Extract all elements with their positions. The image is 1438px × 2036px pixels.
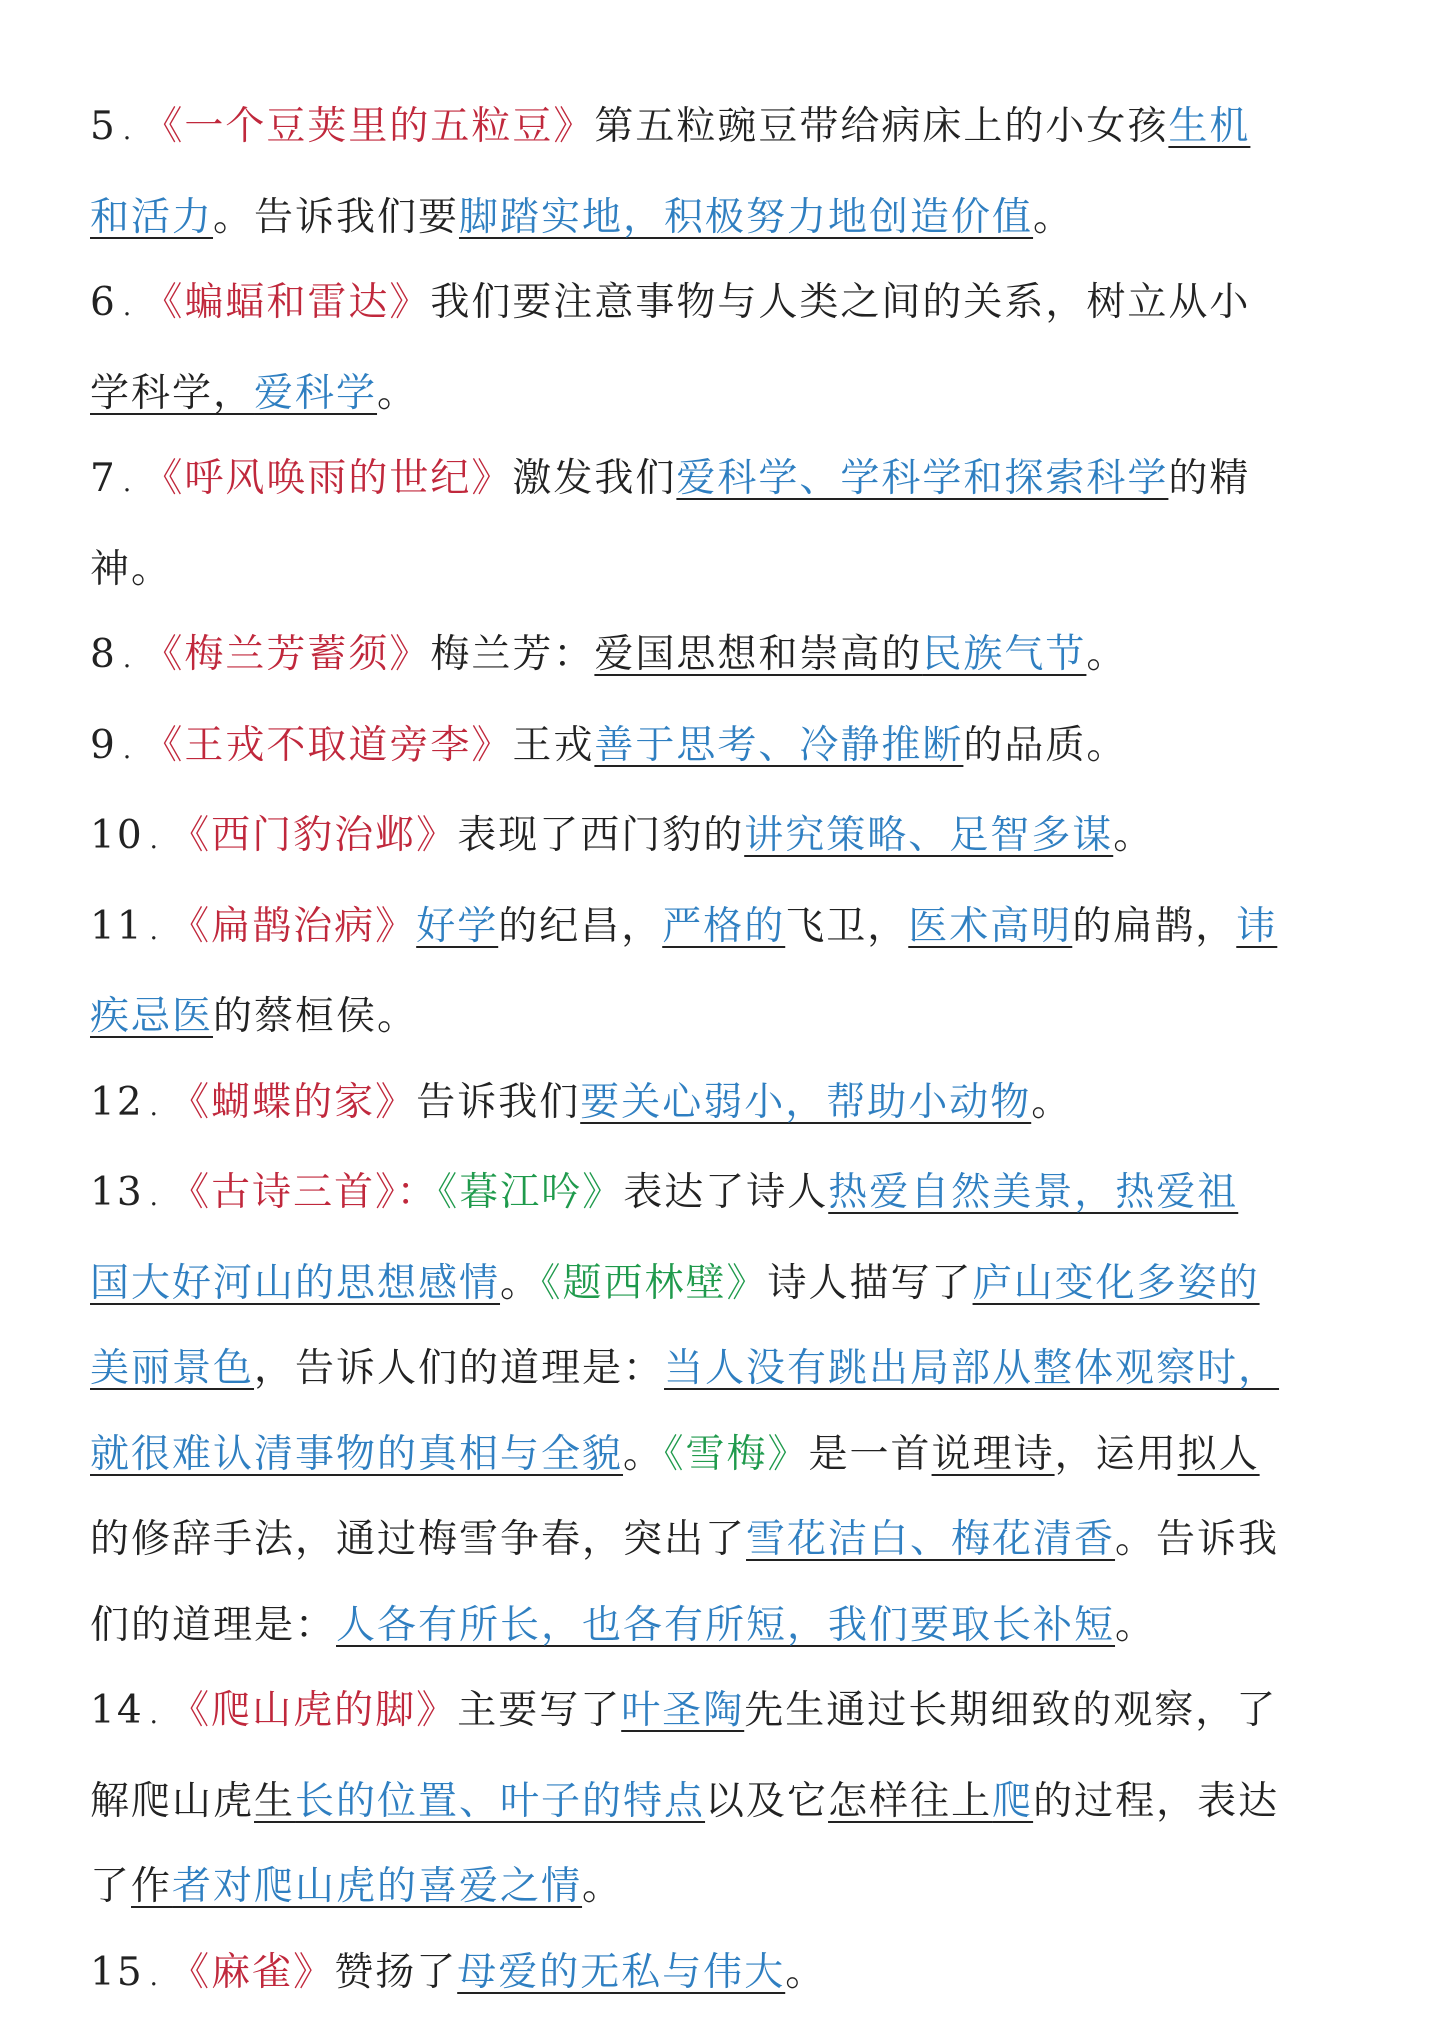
text-segment: 的修辞手法，通过梅雪争春，突出了 [90,1517,747,1562]
note-line [90,175,1358,261]
note-line [90,1844,1358,1930]
text-keypoint: 说理诗 [931,1431,1055,1477]
item-number: 9 [90,722,117,768]
note-line [90,793,1358,884]
item-number: 13 [90,1170,144,1215]
text-segment: 。 [1031,1079,1073,1125]
note-line [90,351,1358,437]
text-title: 《一个豆荚里的五粒豆》 [143,104,595,149]
note-line [90,527,1358,613]
text-keypoint: 爬 [992,1778,1034,1824]
text-segment: 诗人描写了 [767,1260,973,1306]
text-keypoint: 者对爬山虎的喜爱之情 [172,1864,583,1909]
text-segment: 解爬山虎 [90,1778,255,1824]
text-segment: 的蔡桓侯。 [213,994,419,1039]
number-dot: . [149,1091,171,1122]
text-segment: 赞扬了 [334,1949,458,1995]
text-keypoint: 爱科学、学科学和探索科学 [676,456,1169,501]
note-line [90,1326,1358,1412]
note-line [90,436,1358,527]
number-dot: . [122,644,144,674]
note-item [90,1060,1358,1151]
text-segment: 。 [1115,1602,1157,1648]
note-line [90,1497,1358,1583]
note-item [90,260,1358,436]
text-keypoint: 生 [254,1778,296,1824]
text-title: 《蝙蝠和雷达》 [143,280,431,325]
number-dot: . [149,1182,171,1212]
text-segment: 飞卫， [785,903,909,949]
note-item [90,1150,1358,1668]
text-segment: 的纪昌， [498,903,663,949]
number-dot: . [149,915,171,946]
text-segment: 。 [582,1864,624,1909]
text-segment: ，运用 [1054,1431,1178,1477]
text-title: 《古诗三首》： [170,1170,438,1215]
text-keypoint: 讲究策略、足智多谋 [744,813,1114,858]
text-segment: 。 [1086,632,1128,677]
text-segment: 王戎 [512,722,595,768]
text-segment: 。 [785,1949,827,1995]
number-dot: . [149,825,171,855]
text-title: 《雪梅》 [664,1431,809,1477]
text-segment: 。 [1113,813,1155,858]
text-segment: 梅兰芳： [430,632,595,677]
text-keypoint: 讳 [1236,903,1278,949]
text-keypoint: 爱科学 [254,370,378,416]
number-dot: . [122,116,144,146]
note-line [90,1060,1358,1151]
text-title: 《暮江吟》 [437,1170,624,1215]
text-keypoint: 当人没有跳出局部从整体观察时， [664,1346,1280,1391]
item-number: 5 [90,104,117,149]
item-number: 14 [90,1688,144,1733]
note-line [90,1412,1358,1498]
text-keypoint: 爱国思想和崇高的 [594,632,923,677]
text-keypoint: 严格的 [662,903,786,949]
note-line [90,703,1358,794]
item-number: 12 [90,1079,144,1125]
text-keypoint: 脚踏实地，积极努力地创造价值 [459,194,1034,240]
text-segment: 了 [90,1864,132,1909]
text-keypoint: 叶圣陶 [621,1688,745,1733]
note-item [90,703,1358,794]
item-number: 6 [90,280,117,325]
note-line [90,1241,1358,1327]
text-title: 《题西林壁》 [541,1260,768,1306]
text-segment: 。 [500,1260,542,1306]
text-segment: 以及它 [705,1778,829,1824]
text-segment: 的精 [1168,456,1251,501]
text-keypoint: 怎样往上 [828,1778,993,1824]
note-line [90,1930,1358,2021]
text-keypoint: 好学 [416,903,499,949]
text-keypoint: 医术高明 [908,903,1073,949]
text-segment: 第五粒豌豆带给病床上的小女孩 [594,104,1169,149]
text-segment: 。 [623,1431,665,1477]
note-item [90,884,1358,1060]
text-segment: 们的道理是： [90,1602,337,1648]
note-line [90,1759,1358,1845]
text-segment: 。 [377,370,419,416]
text-segment: 告诉我们 [416,1079,581,1125]
note-line [90,612,1358,703]
number-dot: . [149,1961,171,1992]
item-number: 11 [90,903,144,949]
text-segment: 的品质。 [963,722,1128,768]
text-segment: 表现了西门豹的 [457,813,745,858]
text-segment: 。 [1033,194,1075,240]
text-segment: 。告诉我们要 [213,194,460,240]
number-dot: . [122,734,144,765]
text-segment: 我们要注意事物与人类之间的关系，树立从小 [430,280,1251,325]
text-keypoint: 善于思考、冷静推断 [594,722,964,768]
note-line [90,974,1358,1060]
note-item [90,793,1358,884]
text-title: 《梅兰芳蓄须》 [143,632,431,677]
text-segment: 表达了诗人 [623,1170,829,1215]
note-item [90,84,1358,260]
item-number: 8 [90,632,117,677]
text-title: 《麻雀》 [170,1949,335,1995]
text-keypoint: 人各有所长，也各有所短，我们要取长补短 [336,1602,1116,1648]
text-title: 《呼风唤雨的世纪》 [143,456,513,501]
note-line [90,84,1358,175]
text-keypoint: 国大好河山的思想感情 [90,1260,501,1306]
item-number: 7 [90,456,117,501]
text-title: 《西门豹治邺》 [170,813,458,858]
text-title: 《蝴蝶的家》 [170,1079,417,1125]
text-segment: ，告诉人们的道理是： [254,1346,665,1391]
text-keypoint: 和活力 [90,194,214,240]
note-line [90,1150,1358,1241]
text-keypoint: 美丽景色 [90,1346,255,1391]
text-segment: 神。 [90,546,173,592]
text-keypoint: 要关心弱小，帮助小动物 [580,1079,1032,1125]
note-item [90,612,1358,703]
text-keypoint: 雪花洁白、梅花清香 [746,1517,1116,1562]
number-dot: . [122,292,144,322]
text-keypoint: 母爱的无私与伟大 [457,1949,786,1995]
text-keypoint: 生机 [1168,104,1251,149]
text-segment: 主要写了 [457,1688,622,1733]
note-line [90,260,1358,351]
text-keypoint: 作 [131,1864,173,1909]
note-line [90,1583,1358,1669]
text-segment: 。告诉我 [1115,1517,1280,1562]
text-segment: 先生通过长期细致的观察，了 [744,1688,1278,1733]
note-line [90,1668,1358,1759]
text-title: 《爬山虎的脚》 [170,1688,458,1733]
item-number: 10 [90,813,144,858]
note-line [90,884,1358,975]
number-dot: . [122,468,144,498]
text-segment: 的过程，表达 [1033,1778,1280,1824]
note-item [90,436,1358,612]
text-keypoint: 拟人 [1177,1431,1260,1477]
note-item [90,1930,1358,2021]
text-title: 《王戎不取道旁李》 [143,722,513,768]
text-segment: 是一首 [808,1431,932,1477]
text-keypoint: 热爱自然美景，热爱祖 [828,1170,1239,1215]
text-segment: 激发我们 [512,456,677,501]
text-keypoint: 庐山变化多姿的 [972,1260,1260,1306]
text-keypoint: 就很难认清事物的真相与全貌 [90,1431,624,1477]
text-keypoint: 学科学， [90,370,255,416]
number-dot: . [149,1700,171,1730]
text-title: 《扁鹊治病》 [170,903,417,949]
text-segment: 的扁鹊， [1072,903,1237,949]
note-item [90,1668,1358,1930]
text-keypoint: 长的位置、叶子的特点 [295,1778,706,1824]
text-keypoint: 疾忌医 [90,994,214,1039]
text-keypoint: 民族气节 [922,632,1087,677]
item-number: 15 [90,1949,144,1995]
